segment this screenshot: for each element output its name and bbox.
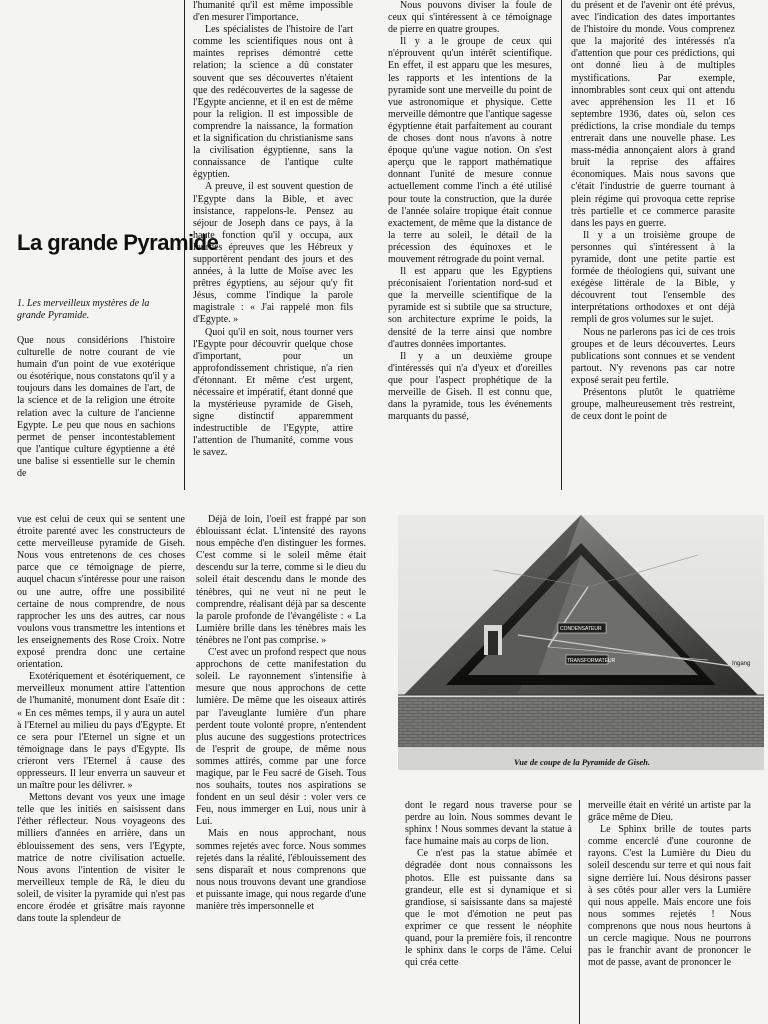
paragraph: Exotériquement et ésotériquement, ce merveilleux monument attire l'attention de l'humanité, monument dont Esaïe dit : « En ces mêmes temps, il y aura un autel à l'Eternel au milieu du pays d'Egypte. Et ce sera pour l'Eternel un signe et un témoignage dans le pays d'Egypte. Ils crieront vers l'Eternel à cause des oppresseurs. Il leur enverra un sauveur et un maître pour les délivrer. » (17, 671, 185, 792)
paragraph: Ce n'est pas la statue abîmée et dégradée dont nous connaissons les photos. Elle est puissante dans sa grandeur, elle est si dynamique et si grandiose, si saisissante dans sa majesté que le mot d'émotion ne peut pas exprimer ce que ressent le néophite quand, pour la première fois, il rencontre le sphinx dans le corps de l'âme. Celui qui créa cette (405, 848, 572, 969)
paragraph: vue est celui de ceux qui se sentent une étroite parenté avec les constructeurs de cette merveilleuse pyramide de Giseh. Nous vous entretenons de ces choses parce que ce témoignage de pierre, auquel chacun s'intéresse pour une raison ou une autre, offre une possibilité certaine de nous comprendre, de nous rapprocher les uns des autres, car nous voulons vous transmettre les intentions et les enseignements des Rose Croix. Notre exposé prendra donc une certaine orientation. (17, 514, 185, 671)
paragraph: Mettons devant vos yeux une image telle que les initiés en saisissent dans l'éther réflecteur. Nous voyageons des milliers d'années en arrière, dans un éblouissement des sens, vers l'Egypte, matrice de notre civilisation actuelle. Nous avons l'intention de visiter le merveilleux temple de Râ, le dieu du soleil, de visiter la pyramide qui n'est pas encore érodée et grisâtre mais rayonne dans toute la splendeur de (17, 792, 185, 925)
paragraph: Présentons plutôt le quatrième groupe, malheureusement très restreint, de ceux dont le point de (571, 387, 735, 423)
paragraph: Que nous considérions l'histoire culturelle de notre courant de vie humain d'un point de vue exotérique ou ésotérique, nous constatons qu'il y a toujours dans les domaines de l'art, de la science et de la religion une étroite relation avec la culture de l'ancienne Egypte. Le peu que nous en sachions permet de penser incontestablement que l'antique culture égyptienne a été une balise si essentielle sur le chemin de (17, 335, 175, 480)
paragraph: Il y a un deuxième groupe d'intéressés qui n'a d'yeux et d'oreilles que pour l'aspect prophétique de la merveille de Giseh. Il est connu que, dans la pyramide, tous les événements marquants du passé, (388, 350, 552, 423)
paragraph: Quoi qu'il en soit, nous tourner vers l'Egypte pour découvrir quelque chose d'important, pour un approfondissement christique, n'a rien d'étonnant. Et même c'est urgent, nécessaire et impératif, étant donné que la mystérieuse pyramide de Giseh, signe distinctif apparemment indestructible de l'Egypte, attire l'attention de l'humanité, comme vous le savez. (193, 326, 353, 459)
paragraph: du présent et de l'avenir ont été prévus, avec l'indication des dates importantes de l'histoire du monde. Vous comprenez que la majorité des intéressés n'a d'attention que pour ces prédictions, qui ont donné lieu à de multiples mystifications. Par exemple, innombrables sont ceux qui ont attendu avec appréhension les 11 et 16 septembre 1936, dates où, selon ces prédictions, la crise mondiale du temps entrerait dans une nouvelle phase. Les mass-média annonçaient alors à grand bruit la reprise des affaires économiques. Mais nous savons que c'était l'industrie de guerre tournant à plein régime qui provoqua cette reprise très partielle et ce commerce parasite dans les pays en guerre. (571, 0, 735, 229)
paragraph: Il est apparu que les Egyptiens préconisaient l'orientation nord-sud et que la merveille scientifique de la pyramide est si subtile que sa structure, son architecture exprime le poids, la densité de la terre ainsi que nombre d'autres données importantes. (388, 266, 552, 350)
paragraph: A preuve, il est souvent question de l'Egypte dans la Bible, et avec insistance, rappelons-le. Pensez au séjour de Joseph dans ce pays, à la haute fonction qu'il y occupa, aux lourdes épreuves que les Hébreux y supportèrent pendant des jours et des années, à la lutte de Moïse avec les prêtres égyptiens, au séjour qu'y fit Jésus, comme l'indique la parole magistrale : « J'ai rappelé mon fils d'Egypte. » (193, 181, 353, 326)
paragraph: l'humanité qu'il est même impossible d'en mesurer l'importance. (193, 0, 353, 24)
text-column-8 (588, 800, 751, 1020)
entrance-label: Ingang (732, 661, 751, 667)
paragraph: Le Sphinx brille de toutes parts comme encerclé d'une couronne de rayons. C'est la Lumière du Dieu du soleil descendu sur terre et qui nous fait signe derrière lui. Nous désirons passer à ses côtés pour aller vers la Lumière qui nous appelle. Mais encore une fois nous sommes rejetés ! Nous comprenons que nous nous heurtons à un cercle magique. Nous ne pourrons pas le franchir avant de prononcer le mot de passe, avant de prononcer le (588, 824, 751, 969)
column-divider (579, 800, 580, 1024)
text-column-4 (571, 0, 735, 490)
text-column-6 (196, 514, 366, 1019)
column-divider (561, 0, 562, 490)
paragraph: Les spécialistes de l'histoire de l'art comme les scientifiques nous ont à maintes reprises démontré cette relation; la science a dû constater souvent que ses découvertes n'étaient que des redécouvertes de la sagesse de l'Egypte ancienne, et il en est de même pour la religion. Il est impossible de comprendre la naissance, la formation et la signification du christianisme sans la civilisation égyptienne, sans la connaissance de l'antique culte égyptien. (193, 24, 353, 181)
paragraph: Déjà de loin, l'oeil est frappé par son éblouissant éclat. L'intensité des rayons nous empêche d'en distinguer les formes. C'est comme si le soleil même était descendu sur la terre, comme si le dieu du soleil était descendu dans le monde des ténèbres, qui ne veut ni ne peut le comprendre, réalisant déjà par sa descente la parole profonde de l'évangéliste : « La Lumière brille dans les ténèbres mais les ténèbres ne l'ont pas comprise. » (196, 514, 366, 646)
paragraph: Mais en nous approchant, nous sommes rejetés avec force. Nous sommes rejetés dans la réalité, l'éblouissement des sens disparaît et nous comprenons que nous nous trouvons devant une grandiose et puissante image, qui nous regarde d'une manière très impersonnelle et (196, 828, 366, 912)
text-column-2 (193, 0, 353, 490)
paragraph: C'est avec un profond respect que nous approchons de cette manifestation du soleil. Le rayonnement s'intensifie à mesure que nous approchons de cette lumière. De même que les oiseaux attirés par l'aveuglante lumière d'un phare perdent toute volonté propre, n'entendent plus aucune des suggestions protectrices de l'esprit de groupe, de même nous sommes attirés, comme par une force magique, par le Feu sacré de Giseh. Tous nos souhaits, toutes nos aspirations se fondent en un seul désir : voler vers ce Feu, nous immerger en Lui, nous unir à Lui. (196, 647, 366, 828)
article-subtitle: 1. Les merveilleux mystères de la grande Pyramide. (17, 298, 150, 321)
paragraph: Nous pouvons diviser la foule de ceux qui s'intéressent à ce témoignage de pierre en quatre groupes. (388, 0, 552, 36)
text-column-7 (405, 800, 572, 1020)
pyramid-cross-section-figure (398, 515, 764, 770)
chamber-label-upper: CONDENSATEUR (560, 626, 602, 632)
article-title: La grande Pyramide (17, 230, 219, 255)
figure-caption: Vue de coupe de la Pyramide de Giseh. (514, 757, 650, 767)
paragraph: dont le regard nous traverse pour se perdre au loin. Nous sommes devant le sphinx ! Nous sommes devant la statue à face humaine mais au corps de lion. (405, 800, 572, 848)
chamber-label-lower: TRANSFORMATEUR (567, 658, 616, 664)
text-column-5 (17, 514, 185, 1019)
paragraph: Il y a un troisième groupe de personnes qui s'intéressent à la pyramide, dont une petite partie est formée de théologiens qui, suivant une exégèse littérale de la Bible, y découvrent tout l'ensemble des interprétations orthodoxes et ont déjà rempli de gros volumes sur le sujet. (571, 229, 735, 326)
text-column-3 (388, 0, 552, 490)
paragraph: Il y a le groupe de ceux qui n'éprouvent qu'un intérêt scientifique. En effet, il est apparu que les mesures, les rapports et les intentions de la pyramide sont une merveille du point de vue astronomique et physique. Cette merveille démontre que l'antique sagesse égyptienne était parfaitement au courant de choses dont nous n'avons à notre époque qu'une vague notion. On s'est aperçu que le rapport mathématique donnant l'unité de mesure connue actuellement comme l'inch a été utilisé pour toute la construction, que la durée de l'année solaire tropique était connue exactement, de même que la distance de la terre au soleil, le détail de la précession des équinoxes et le mouvement rétrograde du point vernal. (388, 36, 552, 265)
paragraph: merveille était en vérité un artiste par la grâce même de Dieu. (588, 800, 751, 824)
paragraph: Nous ne parlerons pas ici de ces trois groupes et de leurs découvertes. Leurs publications sont connues et se vendent partout. N'y revenons pas car notre exposé serait peu fertile. (571, 326, 735, 386)
pyramid-illustration (398, 515, 764, 770)
text-column-1 (17, 335, 175, 495)
